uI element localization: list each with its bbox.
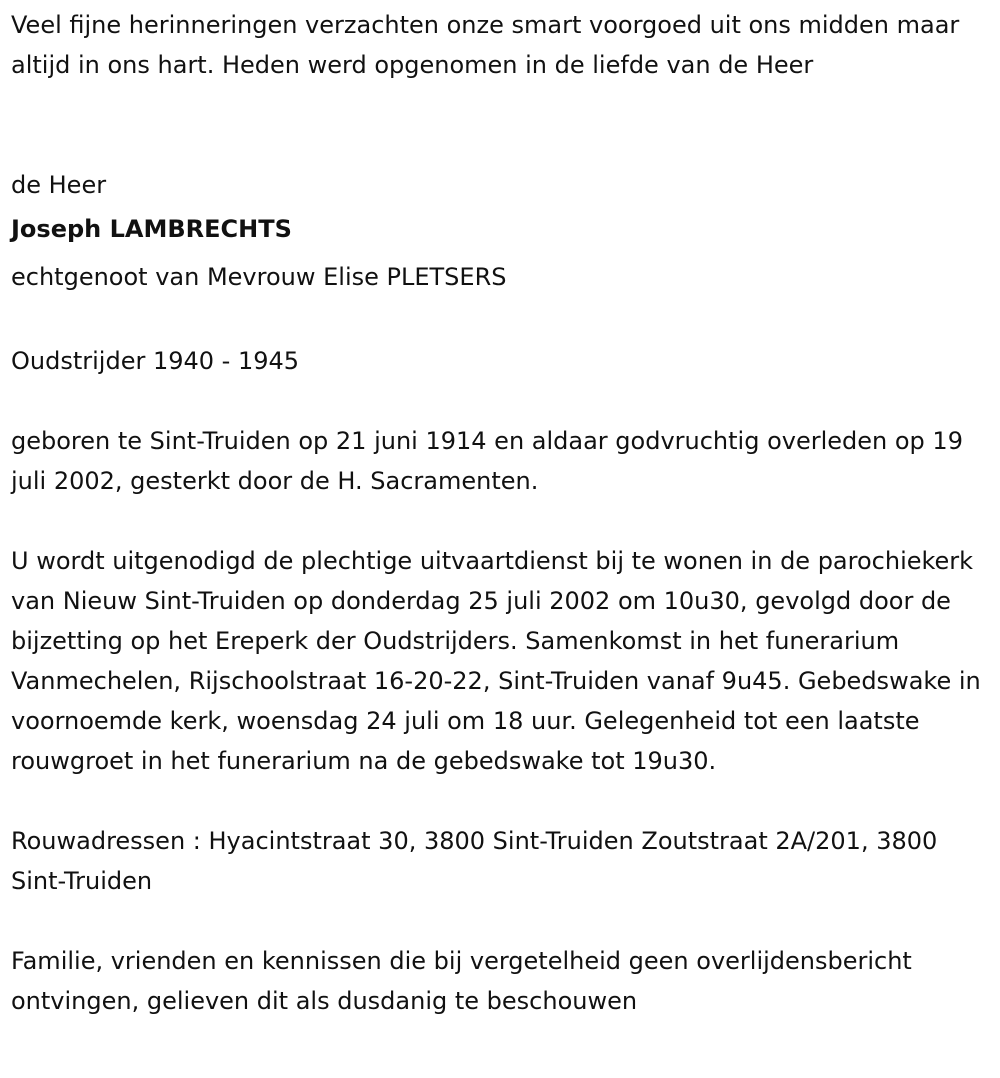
death-notice [11, 5, 986, 1021]
funeral-paragraph: U wordt uitgenodigd de plechtige uitvaartdienst bij te wonen in de parochiekerk van Nieuw Sint-Truiden op donderdag 25 juli 2002 om 10u30, gevolgd door de bijzetting op het Ereperk der Oudstrijders. Samenkomst in het funerarium Vanmechelen, Rijschoolstraat 16-20-22, Sint-Truiden vanaf 9u45. Gebedswake in voornoemde kerk, woensdag 24 juli om 18 uur. Gelegenheid tot een laatste rouwgroet in het funerarium na de gebedswake tot 19u30. [11, 547, 981, 775]
deceased-name: Joseph LAMBRECHTS [11, 215, 292, 243]
spacer [11, 781, 986, 821]
spacer [11, 125, 986, 165]
spacer [11, 301, 986, 341]
birth-death-paragraph: geboren te Sint-Truiden op 21 juni 1914 en aldaar godvruchtig overleden op 19 juli 2002, gesterkt door de H. Sacramenten. [11, 427, 963, 495]
spacer [11, 381, 986, 421]
honorific-title: de Heer [11, 171, 107, 199]
spacer [11, 501, 986, 541]
spouse-line: echtgenoot van Mevrouw Elise PLETSERS [11, 263, 507, 291]
spacer [11, 901, 986, 941]
closing-paragraph: Familie, vrienden en kennissen die bij vergetelheid geen overlijdensbericht ontvingen, gelieven dit als dusdanig te beschouwen [11, 947, 912, 1015]
veteran-line: Oudstrijder 1940 - 1945 [11, 347, 300, 375]
intro-paragraph: Veel fijne herinneringen verzachten onze smart voorgoed uit ons midden maar altijd in ons hart. Heden werd opgenomen in de liefde van de Heer [11, 11, 960, 79]
addresses-paragraph: Rouwadressen : Hyacintstraat 30, 3800 Sint-Truiden Zoutstraat 2A/201, 3800 Sint-Truiden [11, 827, 938, 895]
